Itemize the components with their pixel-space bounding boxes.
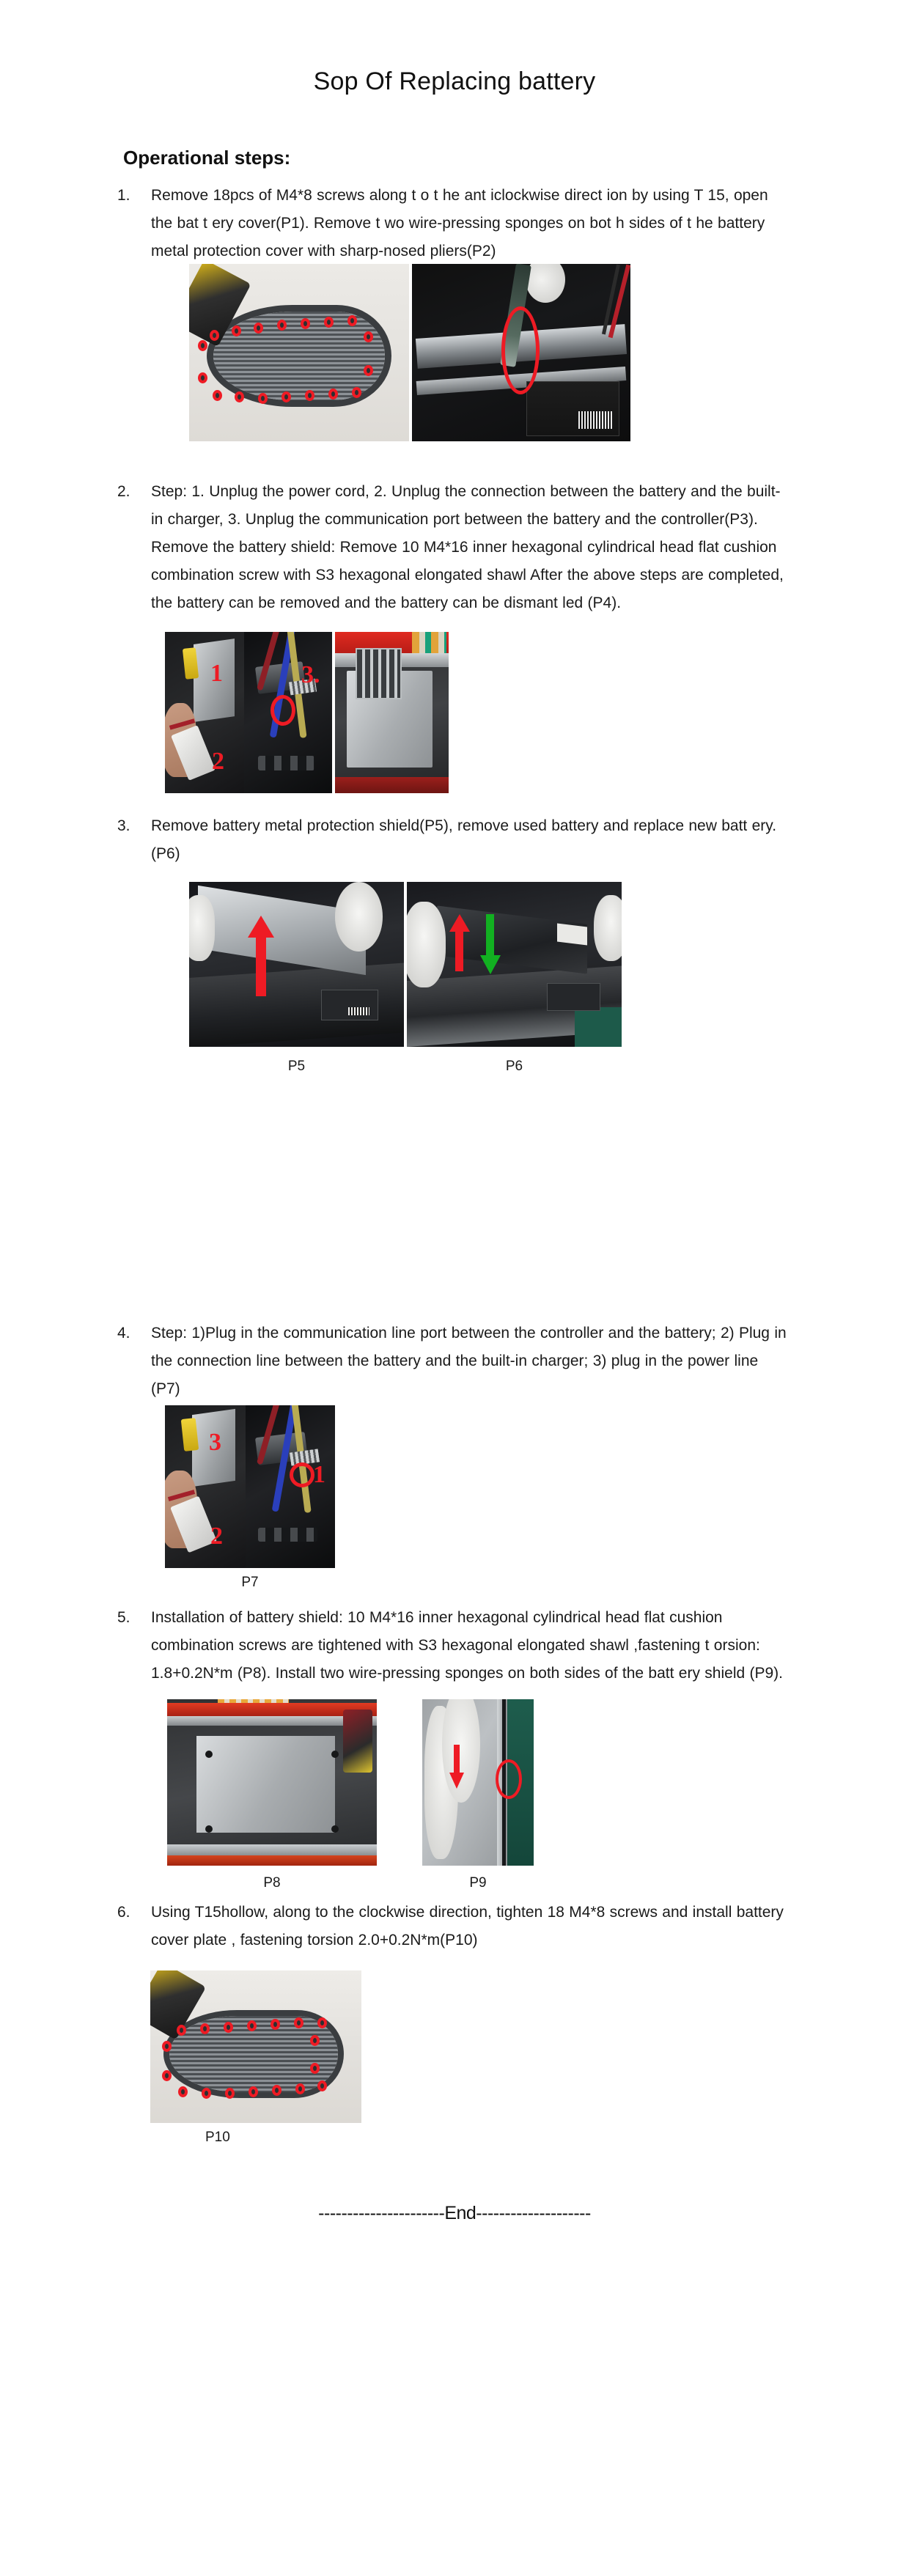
- figure-p6: [407, 882, 622, 1047]
- spec-label: [547, 983, 600, 1011]
- screw-marker: [272, 2085, 281, 2096]
- figure-p4: [335, 632, 449, 793]
- screw-marker: [294, 2017, 303, 2028]
- highlight-oval: [501, 306, 540, 394]
- screw-marker: [317, 2080, 327, 2091]
- figure-p10: [150, 1970, 361, 2123]
- page-title: Sop Of Replacing battery: [313, 67, 596, 95]
- screw-marker: [277, 320, 287, 331]
- gloved-hand: [526, 264, 565, 303]
- bolt-row: [258, 756, 314, 770]
- screw-marker: [225, 2088, 235, 2099]
- marker-2: 2: [212, 748, 224, 775]
- screw-marker: [235, 391, 244, 402]
- step-item-1: [117, 182, 792, 265]
- screw-marker: [317, 2017, 327, 2028]
- figure-p5: [189, 882, 404, 1047]
- step-item-6: [117, 1899, 792, 1954]
- caption-p8: P8: [263, 1875, 281, 1891]
- marker-3: 3: [209, 1429, 221, 1456]
- figure-row-step4: [165, 1405, 335, 1568]
- step-item-3: [117, 812, 792, 868]
- screw-marker: [177, 2025, 186, 2036]
- battery-label: [557, 923, 587, 945]
- figure-p3-right: [244, 632, 332, 793]
- spec-label: [321, 990, 378, 1021]
- step-number-5: 5.: [117, 1609, 130, 1626]
- screw-hole: [205, 1751, 213, 1758]
- screw-marker: [200, 2023, 210, 2034]
- figure-row-step5: [167, 1699, 534, 1866]
- screw-marker: [247, 2020, 257, 2031]
- end-marker: ----------------------End--------------------: [318, 2203, 591, 2223]
- screw-hole: [331, 1825, 339, 1833]
- step-item-4: [117, 1320, 792, 1403]
- screw-marker: [301, 318, 310, 329]
- screw-marker: [310, 2035, 320, 2046]
- gloved-hand-left: [189, 895, 215, 961]
- step-number-2: 2.: [117, 483, 130, 500]
- figure-p9: [422, 1699, 534, 1866]
- caption-p6: P6: [505, 1059, 523, 1074]
- step-number-6: 6.: [117, 1904, 130, 1921]
- step-number-3: 3.: [117, 817, 130, 834]
- screw-marker: [295, 2083, 305, 2094]
- caption-p9: P9: [469, 1875, 487, 1891]
- screw-hole: [331, 1751, 339, 1758]
- step-text-5: Installation of battery shield: 10 M4*16 inner hexagonal cylindrical head flat cushion combination screws are tightened with S3 hexagonal elongated shawl ,fastening t orsion: 1.8+0.2N*m (P8). Install two wire-pressing sponges on both sides of the batt ery shield (P9).: [151, 1609, 784, 1682]
- highlight-circle: [290, 1462, 314, 1487]
- screw-marker: [224, 2022, 233, 2033]
- gloved-hand-left: [407, 902, 446, 987]
- figure-row-step2: [165, 632, 449, 793]
- figure-p8: [167, 1699, 377, 1866]
- caption-p5: P5: [287, 1059, 306, 1074]
- step-item-2: [117, 478, 792, 617]
- inset-detail: [356, 648, 402, 699]
- marker-1: 1: [313, 1461, 325, 1488]
- step-number-1: 1.: [117, 187, 130, 204]
- figure-p1: [189, 264, 409, 441]
- figure-p7-left: [165, 1405, 246, 1568]
- marker-1: 1: [210, 660, 223, 687]
- figure-p7-right: [246, 1405, 335, 1568]
- metal-rail-bottom: [167, 1844, 377, 1856]
- screw-marker: [249, 2086, 258, 2097]
- wire-bundle: [343, 1710, 372, 1773]
- caption-p10: P10: [205, 2130, 230, 2145]
- screw-hole: [205, 1825, 213, 1833]
- figure-row-step6: [150, 1970, 361, 2123]
- screw-marker: [281, 391, 291, 402]
- screw-marker: [364, 331, 373, 342]
- screw-marker: [210, 330, 219, 341]
- screw-marker: [258, 393, 268, 404]
- figure-row-step3: [189, 882, 622, 1047]
- arrow-down-red-icon: [449, 1745, 465, 1789]
- screw-marker: [232, 325, 241, 336]
- red-frame-bottom: [335, 777, 449, 793]
- screw-marker: [202, 2088, 211, 2099]
- screw-marker: [254, 323, 263, 334]
- highlight-oval: [496, 1759, 522, 1799]
- step-item-5: [117, 1604, 792, 1688]
- section-heading: Operational steps:: [123, 147, 291, 169]
- screw-marker: [328, 389, 338, 400]
- step-text-6: Using T15hollow, along to the clockwise direction, tighten 18 M4*8 screws and install battery cover plate , fastening torsion 2.0+0.2N*m(P10): [151, 1904, 784, 1948]
- work-mat: [575, 1007, 622, 1047]
- screw-marker: [198, 372, 207, 383]
- arrow-up-red-icon: [246, 916, 276, 996]
- screw-marker: [347, 315, 357, 326]
- screw-marker: [310, 2063, 320, 2074]
- gloved-hand-right: [594, 895, 622, 961]
- figure-p2: [412, 264, 630, 441]
- marker-2: 2: [210, 1523, 223, 1550]
- marker-3: 3.: [301, 661, 320, 688]
- color-strip: [412, 632, 446, 655]
- figure-p3-left: [165, 632, 244, 793]
- screw-marker: [352, 387, 361, 398]
- screw-marker: [364, 365, 373, 376]
- screw-marker: [198, 340, 207, 351]
- screw-marker: [162, 2070, 172, 2081]
- screw-marker: [271, 2019, 280, 2030]
- screw-marker: [324, 317, 334, 328]
- step-number-4: 4.: [117, 1325, 130, 1342]
- screw-marker: [213, 390, 222, 401]
- arrow-up-red-icon: [448, 914, 471, 971]
- figure-row-step1: [189, 264, 630, 441]
- red-frame-bottom: [167, 1855, 377, 1866]
- bolt-row: [258, 1528, 317, 1542]
- screw-marker: [305, 390, 314, 401]
- battery-shield-plate: [196, 1736, 335, 1833]
- step-text-1: Remove 18pcs of M4*8 screws along t o t he ant iclockwise direct ion by using T 15, open the bat t ery cover(P1). Remove t wo wire-pressing sponges on bot h sides of t he battery metal protection cover with sharp-nosed pliers(P2): [151, 187, 768, 260]
- screw-marker: [178, 2086, 188, 2097]
- highlight-oval: [271, 695, 295, 726]
- step-text-3: Remove battery metal protection shield(P5), remove used battery and replace new batt ery.(P6): [151, 817, 777, 862]
- step-text-4: Step: 1)Plug in the communication line port between the controller and the battery; 2) Plug in the connection line between the battery and the built-in charger; 3) plug in the power line (P7): [151, 1325, 787, 1397]
- caption-p7: P7: [241, 1575, 259, 1590]
- gloved-hand-right: [335, 882, 382, 952]
- screw-marker: [162, 2041, 172, 2052]
- barcode: [578, 411, 614, 429]
- arrow-down-green-icon: [479, 914, 502, 974]
- step-text-2: Step: 1. Unplug the power cord, 2. Unplug the connection between the battery and the built-in charger, 3. Unplug the communication port between the battery and the controller(P3). Remove the battery shield: Remove 10 M4*16 inner hexagonal cylindrical head flat cushion combination screw with S3 hexagonal elongated shawl After the above steps are completed, the battery can be removed and the battery can be dismant led (P4).: [151, 483, 784, 611]
- barcode: [348, 1007, 369, 1015]
